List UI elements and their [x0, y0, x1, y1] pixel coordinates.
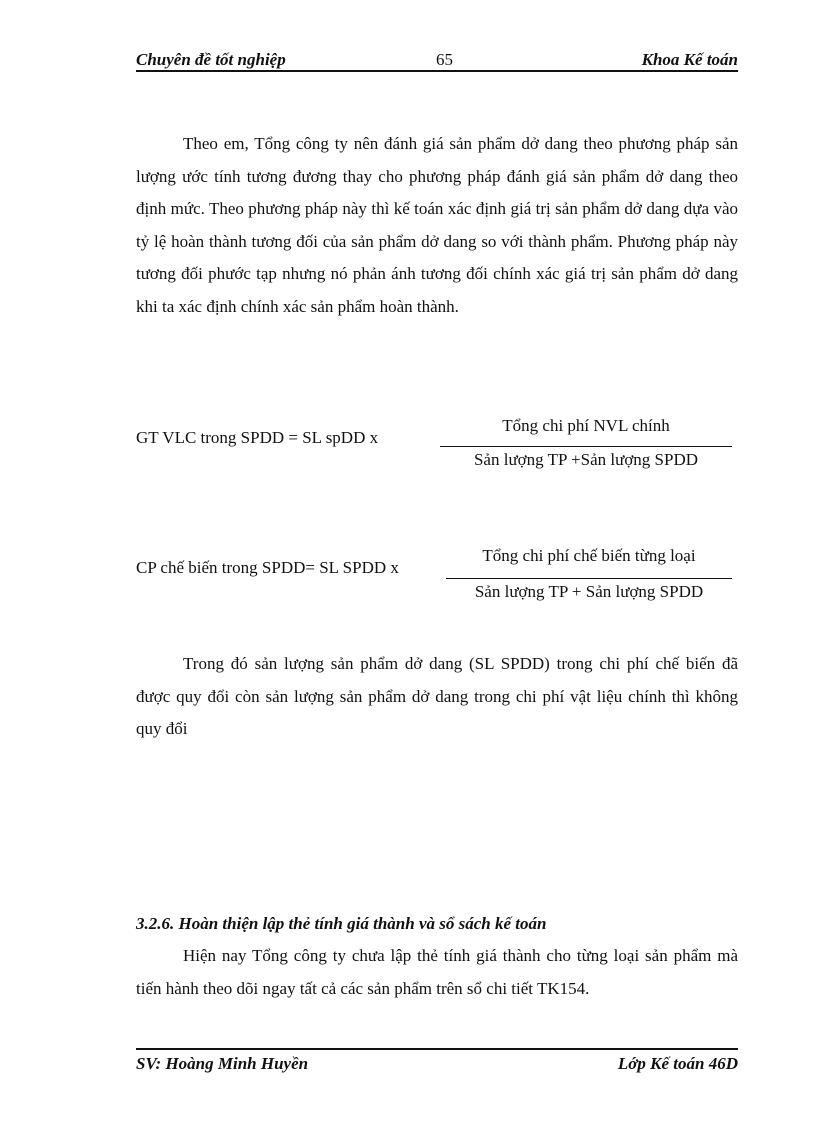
footer-student-name: SV: Hoàng Minh Huyền: [136, 1054, 309, 1073]
footer-class-name: Lớp Kế toán 46D: [617, 1054, 738, 1073]
footer-rule: [136, 1048, 738, 1050]
formula-2-numerator: Tổng chi phí chế biến từng loại: [482, 546, 696, 565]
formula-1-lhs: GT VLC trong SPDD = SL spDD x: [136, 428, 379, 447]
formula-1-numerator: Tổng chi phí NVL chính: [502, 416, 670, 435]
formula-1-fraction: [440, 416, 732, 476]
section-heading: 3.2.6. Hoàn thiện lập thẻ tính giá thành và sổ sách kế toán: [136, 914, 547, 933]
formula-raw-material: [136, 416, 738, 486]
formula-1-denominator: Sản lượng TP +Sản lượng SPDD: [473, 450, 699, 469]
header-faculty: Khoa Kế toán: [641, 50, 738, 69]
formula-2-denominator: Sản lượng TP + Sản lượng SPDD: [474, 582, 704, 601]
section-paragraph: Hiện nay Tổng công ty chưa lập thẻ tính giá thành cho từng loại sản phẩm mà tiến hành theo dõi ngay tất cả các sản phẩm trên sổ chi tiết TK154.: [136, 946, 738, 998]
body-paragraph-2: Trong đó sản lượng sản phẩm dở dang (SL SPDD) trong chi phí chế biến đã được quy đổi còn sản lượng sản phẩm dở dang trong chi phí vật liệu chính thì không quy đổi: [136, 654, 738, 738]
page-number: 65: [436, 50, 453, 69]
formula-2-fraction-bar: [446, 578, 732, 579]
formula-processing-cost: [136, 546, 738, 616]
formula-1-fraction-bar: [440, 446, 732, 447]
header-document-title: Chuyên đề tốt nghiệp: [136, 50, 286, 69]
page-header: [136, 48, 738, 72]
formula-2-lhs: CP chế biến trong SPDD= SL SPDD x: [136, 558, 399, 577]
body-paragraph-1: Theo em, Tổng công ty nên đánh giá sản phẩm dở dang theo phương pháp sản lượng ước tính tương đương thay cho phương pháp đánh giá sản phẩm dở dang theo định mức. Theo phương pháp này thì kế toán xác định giá trị sản phẩm dở dang dựa vào tỷ lệ hoàn thành tương đối của sản phẩm dở dang so với thành phẩm. Phương pháp này tương đối phước tạp nhưng nó phản ánh tương đối chính xác giá trị sản phẩm dở dang khi ta xác định chính xác sản phẩm hoàn thành.: [136, 134, 738, 316]
formula-2-fraction: [446, 546, 732, 606]
header-rule: [136, 70, 738, 72]
page-footer: [136, 1048, 738, 1076]
